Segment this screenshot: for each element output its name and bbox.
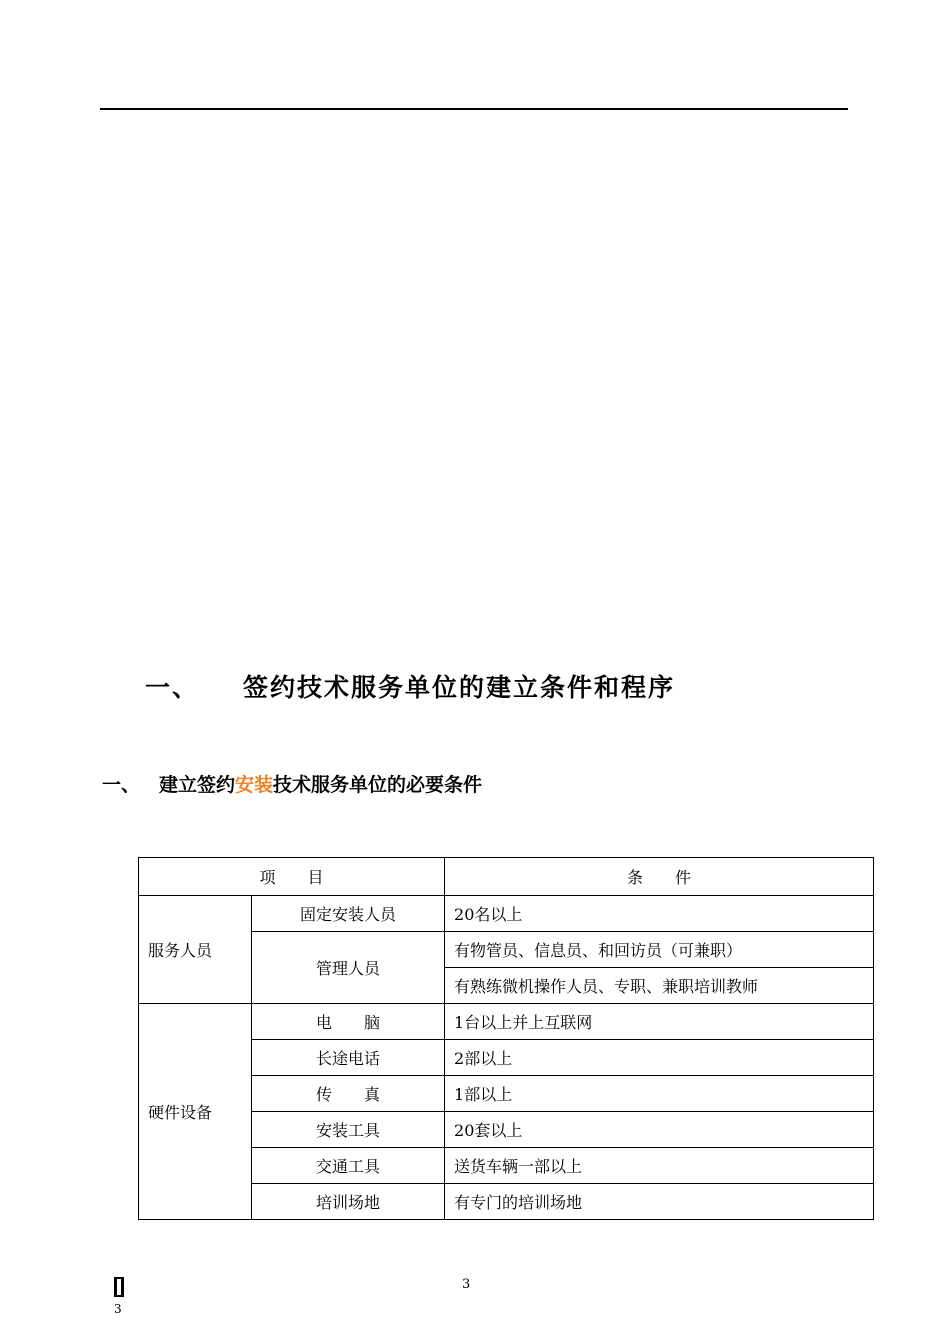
row-item: 固定安装人员	[252, 896, 445, 932]
group-hardware: 硬件设备	[139, 1004, 252, 1220]
row-item: 培训场地	[252, 1184, 445, 1220]
section-title-highlight: 安装	[235, 774, 274, 796]
row-condition: 1台以上并上互联网	[445, 1004, 874, 1040]
row-condition: 2部以上	[445, 1040, 874, 1076]
section-title	[102, 770, 802, 797]
corner-mark-icon	[114, 1277, 124, 1297]
row-item: 长途电话	[252, 1040, 445, 1076]
chapter-title-text: 签约技术服务单位的建立条件和程序	[243, 673, 676, 702]
chapter-title	[145, 668, 865, 704]
row-item: 电 脑	[252, 1004, 445, 1040]
header-rule	[100, 108, 848, 110]
row-condition: 20名以上	[445, 896, 874, 932]
section-title-part-2: 技术服务单位的必要条件	[273, 774, 483, 796]
table-header-row	[139, 858, 874, 896]
row-condition: 送货车辆一部以上	[445, 1148, 874, 1184]
row-item: 传 真	[252, 1076, 445, 1112]
row-item: 管理人员	[252, 932, 445, 1004]
row-item: 安装工具	[252, 1112, 445, 1148]
row-condition: 1部以上	[445, 1076, 874, 1112]
corner-page-number: 3	[114, 1302, 122, 1316]
section-title-part-1: 建立签约	[159, 774, 236, 796]
row-item: 交通工具	[252, 1148, 445, 1184]
section-number: 一、	[102, 774, 141, 796]
header-condition: 条 件	[445, 858, 874, 896]
header-item: 项 目	[139, 858, 445, 896]
requirements-table	[138, 857, 874, 1220]
row-condition: 20套以上	[445, 1112, 874, 1148]
chapter-number: 一、	[145, 673, 200, 702]
table-row	[139, 896, 874, 932]
table-row	[139, 1004, 874, 1040]
row-condition: 有熟练微机操作人员、专职、兼职培训教师	[445, 968, 874, 1004]
row-condition: 有专门的培训场地	[445, 1184, 874, 1220]
group-staff: 服务人员	[139, 896, 252, 1004]
page-number: 3	[462, 1277, 471, 1292]
row-condition: 有物管员、信息员、和回访员（可兼职）	[445, 932, 874, 968]
